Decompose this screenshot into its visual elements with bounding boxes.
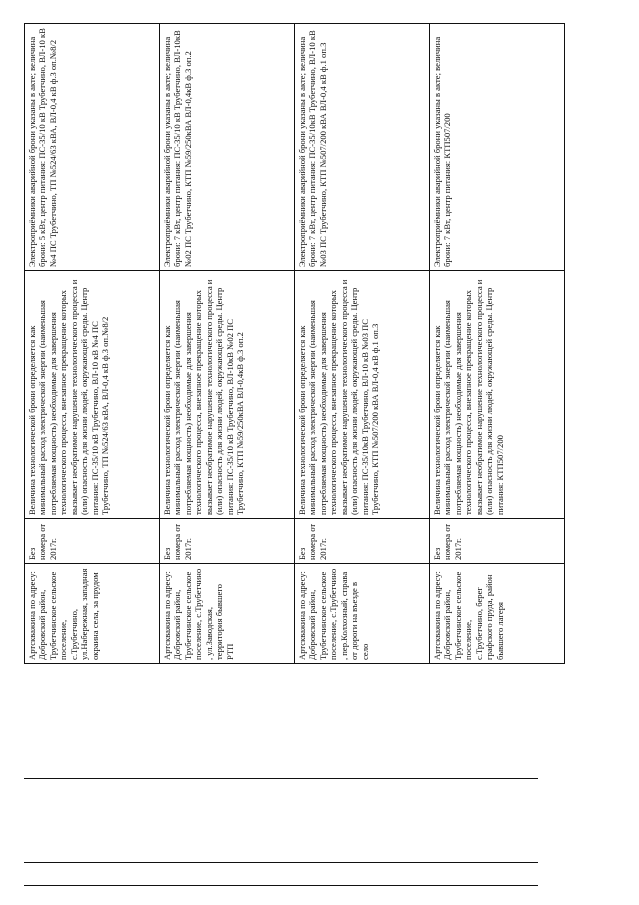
description-cell: Величина технологической брони определяется как минимальный расход электрической энергии (наименьшая потребляемая мощность) необходимые для завершения технологического процесса, внезапное прекращение которых вызывает необратимое нарушение технологического процесса и (или) опасность для жизни людей, окружающей среды. Центр питания: ПС-35/10 кВ Трубетчино, ВЛ-10 кВ №4 ПС Трубетчино, ТП №524/63 кВА, ВЛ-0,4 кВ ф.3 оп.№8/2	[25, 271, 160, 519]
object-cell: Артскважина по адресу: Добровский район, Трубетчинское сельское поселение, с.Трубетчино, берег графского пруда, район бывшего лагеря	[430, 564, 565, 664]
number-cell: Без номера от 2017г.	[25, 519, 160, 564]
table-row	[160, 24, 295, 664]
note-cell: Электроприёмники аварийной брони указаны в акте; величина брони: 7 кВт, центр питания: ПС-35/10кВ Трубетчино, ВЛ-10 кВ №03 ПС Трубетчино, КТП №507/200 кВА ВЛ-0,4 кВ ф.1 оп.3	[295, 24, 430, 271]
number-cell: Без номера от 2017г.	[430, 519, 565, 564]
signature-line	[24, 862, 538, 863]
number-cell: Без номера от 2017г.	[295, 519, 430, 564]
note-cell: Электроприёмники аварийной брони указаны в акте; величина брони: 7 кВт, центр питания: КТП507/200	[430, 24, 565, 271]
rotated-table-wrapper	[24, 24, 566, 664]
note-cell: Электроприёмники аварийной брони указаны в акте; величина брони: 7 кВт, центр питания: ПС-35/10 кВ Трубетчино, ВЛ-10кВ №02 ПС Трубетчино, КТП №59/250кВА ВЛ-0,4кВ ф.3 оп.2	[160, 24, 295, 271]
description-cell: Величина технологической брони определяется как минимальный расход электрической энергии (наименьшая потребляемая мощность) необходимые для завершения технологического процесса, внезапное прекращение которых вызывает необратимое нарушение технологического процесса и (или) опасность для жизни людей, окружающей среды. Центр питания: КТП507/200	[430, 271, 565, 519]
table-row	[25, 24, 160, 664]
note-cell: Электроприёмники аварийной брони указаны в акте; величина брони: 5 кВт, центр питания: ПС-35/10 кВ Трубетчино, ВЛ-10 кВ №4 ПС Трубетчино, ТП №524/63 кВА, ВЛ-0,4 кВ ф.3 оп.№8/2	[25, 24, 160, 271]
description-cell: Величина технологической брони определяется как минимальный расход электрической энергии (наименьшая потребляемая мощность) необходимые для завершения технологического процесса, внезапное прекращение которых вызывает необратимое нарушение технологического процесса и (или) опасность для жизни людей, окружающей среды. Центр питания: ПС-35/10кВ Трубетчино, ВЛ-10 кВ №03 ПС Трубетчино, КТП №507/200 кВА ВЛ-0,4 кВ ф.1 оп.3	[295, 271, 430, 519]
object-cell: Артскважина по адресу: Добровский район, Трубетчинское сельское поселение, с.Трубетчино , ул.Заводская, территория бывшего РТП	[160, 564, 295, 664]
object-cell: Артскважина по адресу: Добровский район, Трубетчинское сельское поселение, с.Трубетчино , пер.Колхозный, справа от дороги на въезде в село	[295, 564, 430, 664]
reservation-table	[24, 23, 565, 664]
table-row	[430, 24, 565, 664]
number-cell: Без номера от 2017г.	[160, 519, 295, 564]
object-cell: Артскважина по адресу: Добровский район, Трубетчинское сельское поселение, с.Трубетчино, ул.Набережная, западная окраина села, за прудом	[25, 564, 160, 664]
signature-line	[24, 885, 538, 886]
description-cell: Величина технологической брони определяется как минимальный расход электрической энергии (наименьшая потребляемая мощность) необходимые для завершения технологического процесса, внезапное прекращение которых вызывает необратимое нарушение технологического процесса и (или) опасность для жизни людей, окружающей среды. Центр питания: ПС-35/10 кВ Трубетчино, ВЛ-10кВ №02 ПС Трубетчино, КТП №59/250кВА ВЛ-0,4кВ ф.3 оп.2	[160, 271, 295, 519]
signature-line	[24, 778, 538, 779]
table-row	[295, 24, 430, 664]
